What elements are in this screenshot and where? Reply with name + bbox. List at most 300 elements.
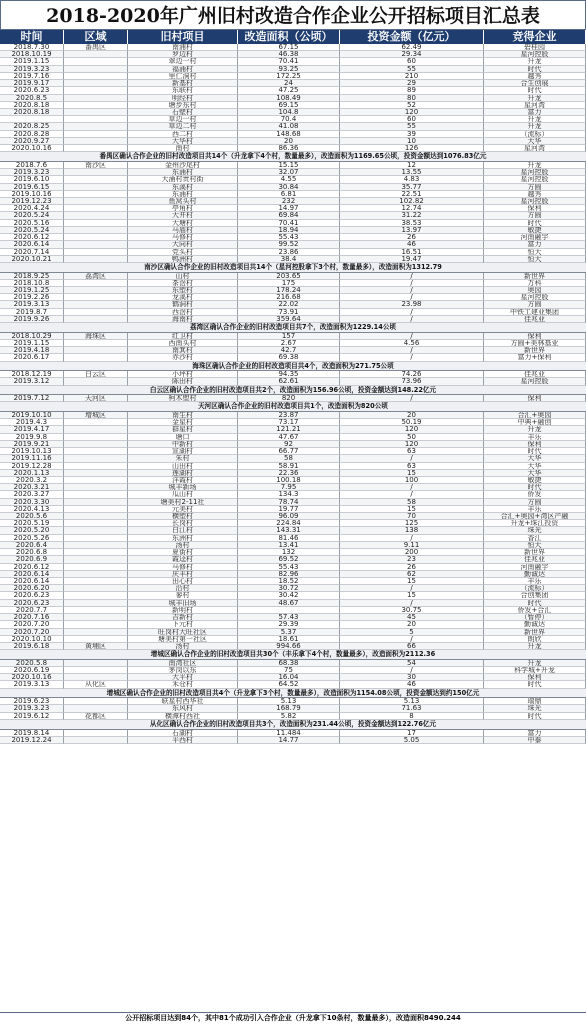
column-header-village-project: 旧村项目 bbox=[128, 30, 238, 44]
table-row bbox=[0, 169, 586, 176]
table-row bbox=[0, 66, 586, 73]
row-company-cell: 河南融宇 bbox=[484, 564, 586, 571]
table-row bbox=[0, 176, 586, 183]
row-district-cell bbox=[64, 191, 128, 198]
row-area-cell: 157 bbox=[238, 333, 340, 340]
row-company-cell: 科学城+升龙 bbox=[484, 667, 586, 674]
row-investment-cell: 46 bbox=[340, 681, 484, 688]
row-district-cell bbox=[64, 441, 128, 448]
row-district-cell bbox=[64, 585, 128, 592]
row-district-cell bbox=[64, 234, 128, 241]
row-company-cell: 保利 bbox=[484, 441, 586, 448]
row-village-cell: 陈田村 bbox=[128, 378, 238, 385]
table-row bbox=[0, 621, 586, 628]
row-village-cell: 小坪村 bbox=[128, 371, 238, 378]
row-time-cell: 2020.7.20 bbox=[0, 629, 64, 636]
row-investment-cell: 4.83 bbox=[340, 176, 484, 183]
row-village-cell: 夏街村 bbox=[128, 549, 238, 556]
row-village-cell: 西二村 bbox=[128, 131, 238, 138]
row-investment-cell: 62 bbox=[340, 571, 484, 578]
row-investment-cell: 66 bbox=[340, 643, 484, 650]
table-row bbox=[0, 395, 586, 402]
row-district-cell bbox=[64, 535, 128, 542]
row-village-cell: 南浦村 bbox=[128, 44, 238, 51]
row-area-cell: 7.95 bbox=[238, 484, 340, 491]
row-district-cell bbox=[64, 419, 128, 426]
district-summary: 增城区确认合作企业的旧村改造项目共4个（升龙拿下3个村，数量最多），改造面积为1154.08公顷，投资金额达到约150亿元 bbox=[0, 689, 586, 699]
row-district-cell bbox=[64, 138, 128, 145]
row-time-cell: 2019.8.14 bbox=[0, 730, 64, 737]
row-company-cell: 星河控股 bbox=[484, 198, 586, 205]
row-investment-cell: 15 bbox=[340, 578, 484, 585]
row-time-cell: 2019.4.3 bbox=[0, 419, 64, 426]
row-time-cell: 2020.5.26 bbox=[0, 535, 64, 542]
row-company-cell: 时代 bbox=[484, 448, 586, 455]
row-village-cell: 塘步东村 bbox=[128, 102, 238, 109]
row-area-cell: 23.87 bbox=[238, 412, 340, 419]
row-area-cell: 224.84 bbox=[238, 520, 340, 527]
row-investment-cell: / bbox=[340, 354, 484, 361]
district-summary: 荔湾区确认合作企业的旧村改造项目共7个，改造面积为1229.14公顷 bbox=[0, 323, 586, 333]
row-investment-cell: 15 bbox=[340, 592, 484, 599]
table-row bbox=[0, 371, 586, 378]
row-district-cell bbox=[64, 527, 128, 534]
row-village-cell: 塘口 bbox=[128, 434, 238, 441]
row-district-cell bbox=[64, 542, 128, 549]
row-area-cell: 81.46 bbox=[238, 535, 340, 542]
row-company-cell: 星河控股 bbox=[484, 378, 586, 385]
row-time-cell: 2019.6.10 bbox=[0, 176, 64, 183]
row-area-cell: 100.18 bbox=[238, 477, 340, 484]
row-village-cell: 新明村 bbox=[128, 607, 238, 614]
row-time-cell: 2020.3.21 bbox=[0, 484, 64, 491]
row-district-cell bbox=[64, 614, 128, 621]
table-row bbox=[0, 280, 586, 287]
row-village-cell: 城丰新场 bbox=[128, 484, 238, 491]
table-row bbox=[0, 730, 586, 737]
table-row bbox=[0, 535, 586, 542]
row-district-cell: 增城区 bbox=[64, 412, 128, 419]
row-time-cell: 2019.9.26 bbox=[0, 316, 64, 323]
row-district-cell bbox=[64, 241, 128, 248]
row-village-cell: 霞迳村 bbox=[128, 556, 238, 563]
row-company-cell: 河南融宇 bbox=[484, 234, 586, 241]
row-company-cell: 越秀 bbox=[484, 191, 586, 198]
row-time-cell: 2020.6.17 bbox=[0, 354, 64, 361]
district-summary: 海珠区确认合作企业的旧村改造项目共4个，改造面积为271.75公顷 bbox=[0, 362, 586, 372]
row-time-cell: 2019.1.15 bbox=[0, 340, 64, 347]
row-village-cell: 中新村 bbox=[128, 441, 238, 448]
row-district-cell bbox=[64, 571, 128, 578]
row-investment-cell: 60 bbox=[340, 116, 484, 123]
row-investment-cell: 50 bbox=[340, 434, 484, 441]
row-investment-cell: 13.55 bbox=[340, 169, 484, 176]
row-company-cell: 中铁工建业集团 bbox=[484, 309, 586, 316]
row-area-cell: 148.68 bbox=[238, 131, 340, 138]
row-district-cell bbox=[64, 294, 128, 301]
table-body bbox=[0, 44, 586, 744]
row-village-cell: 金州沙尾村 bbox=[128, 162, 238, 169]
row-village-cell: 草边二村 bbox=[128, 123, 238, 130]
row-investment-cell: 5 bbox=[340, 629, 484, 636]
row-village-cell: 田心村 bbox=[128, 578, 238, 585]
row-company-cell: 星河控股 bbox=[484, 294, 586, 301]
row-investment-cell: 23 bbox=[340, 556, 484, 563]
row-company-cell: 勤诚达 bbox=[484, 571, 586, 578]
row-district-cell bbox=[64, 354, 128, 361]
row-area-cell: 82.96 bbox=[238, 571, 340, 578]
row-company-cell: （暂停） bbox=[484, 614, 586, 621]
row-investment-cell: 13.97 bbox=[340, 227, 484, 234]
row-village-cell: 吉新村 bbox=[128, 614, 238, 621]
table-row bbox=[0, 564, 586, 571]
row-district-cell bbox=[64, 737, 128, 744]
row-company-cell: 升龙 bbox=[484, 95, 586, 102]
district-summary: 白云区确认合作企业的旧村改造项目共2个，改造面积为156.96公顷，投资金额达到148.22亿元 bbox=[0, 386, 586, 396]
row-area-cell: 96.09 bbox=[238, 513, 340, 520]
row-investment-cell: 62.49 bbox=[340, 44, 484, 51]
row-investment-cell: 50.19 bbox=[340, 419, 484, 426]
row-area-cell: 69.52 bbox=[238, 556, 340, 563]
row-company-cell: 新世界 bbox=[484, 273, 586, 280]
row-company-cell: 丰乐 bbox=[484, 578, 586, 585]
row-village-cell: 塘美村2-11社 bbox=[128, 499, 238, 506]
row-district-cell bbox=[64, 513, 128, 520]
row-investment-cell: 20 bbox=[340, 412, 484, 419]
row-investment-cell: 39 bbox=[340, 131, 484, 138]
row-district-cell bbox=[64, 578, 128, 585]
table-row bbox=[0, 674, 586, 681]
row-company-cell: （流标） bbox=[484, 585, 586, 592]
row-investment-cell: 15 bbox=[340, 470, 484, 477]
row-investment-cell: 89 bbox=[340, 87, 484, 94]
row-investment-cell: 73.96 bbox=[340, 378, 484, 385]
row-area-cell: 48.67 bbox=[238, 600, 340, 607]
row-time-cell: 2019.7.12 bbox=[0, 395, 64, 402]
row-district-cell bbox=[64, 698, 128, 705]
row-company-cell: 恒大 bbox=[484, 256, 586, 263]
row-company-cell: 富力 bbox=[484, 241, 586, 248]
row-time-cell: 2020.7.20 bbox=[0, 621, 64, 628]
row-area-cell: 66.77 bbox=[238, 448, 340, 455]
row-village-cell: 罗边村 bbox=[128, 51, 238, 58]
row-village-cell: 禾仓村 bbox=[128, 681, 238, 688]
table-row bbox=[0, 333, 586, 340]
row-area-cell bbox=[238, 607, 340, 614]
row-investment-cell: 4.56 bbox=[340, 340, 484, 347]
row-area-cell: 19.77 bbox=[238, 506, 340, 513]
row-district-cell bbox=[64, 249, 128, 256]
table-footer-summary: 公开招标项目达到84个，其中81个成功引入合作企业（升龙拿下10条村，数量最多），改造面积8490.244 bbox=[0, 1012, 586, 1024]
row-company-cell: 方圆 bbox=[484, 301, 586, 308]
row-area-cell: 62.61 bbox=[238, 378, 340, 385]
row-district-cell bbox=[64, 470, 128, 477]
row-time-cell: 2020.7.7 bbox=[0, 607, 64, 614]
row-village-cell: 庆丰村 bbox=[128, 571, 238, 578]
row-district-cell bbox=[64, 123, 128, 130]
table-row bbox=[0, 273, 586, 280]
row-company-cell: 新世界 bbox=[484, 347, 586, 354]
row-area-cell: 16.04 bbox=[238, 674, 340, 681]
row-time-cell: 2020.10.21 bbox=[0, 256, 64, 263]
row-investment-cell: / bbox=[340, 294, 484, 301]
table-row bbox=[0, 713, 586, 720]
row-village-cell: 大平村 bbox=[128, 674, 238, 681]
row-district-cell bbox=[64, 87, 128, 94]
row-village-cell: 瓜山村 bbox=[128, 491, 238, 498]
row-district-cell bbox=[64, 220, 128, 227]
row-company-cell: 时代 bbox=[484, 713, 586, 720]
table-row bbox=[0, 347, 586, 354]
table-row bbox=[0, 354, 586, 361]
row-time-cell: 2019.12.28 bbox=[0, 463, 64, 470]
row-investment-cell: 26 bbox=[340, 234, 484, 241]
row-investment-cell: 31.22 bbox=[340, 212, 484, 219]
row-area-cell: 994.66 bbox=[238, 643, 340, 650]
row-area-cell: 55.43 bbox=[238, 234, 340, 241]
row-company-cell: 越秀 bbox=[484, 73, 586, 80]
row-district-cell: 海珠区 bbox=[64, 333, 128, 340]
table-row bbox=[0, 205, 586, 212]
row-time-cell: 2020.8.25 bbox=[0, 123, 64, 130]
row-time-cell: 2019.3.13 bbox=[0, 681, 64, 688]
table-row bbox=[0, 441, 586, 448]
row-time-cell: 2019.3.12 bbox=[0, 378, 64, 385]
row-village-cell: 草边一村 bbox=[128, 116, 238, 123]
row-village-cell: 汤村 bbox=[128, 643, 238, 650]
row-time-cell: 2019.10.10 bbox=[0, 412, 64, 419]
row-district-cell bbox=[64, 730, 128, 737]
row-village-cell: 东溪村 bbox=[128, 184, 238, 191]
row-time-cell: 2020.7.14 bbox=[0, 249, 64, 256]
row-area-cell: 67.15 bbox=[238, 44, 340, 51]
row-company-cell: 合汇+奥园 bbox=[484, 412, 586, 419]
row-time-cell: 2020.8.5 bbox=[0, 95, 64, 102]
row-time-cell: 2019.2.26 bbox=[0, 294, 64, 301]
table-row bbox=[0, 463, 586, 470]
table-row bbox=[0, 434, 586, 441]
row-area-cell: 42.7 bbox=[238, 347, 340, 354]
row-village-cell: 鹤洞村 bbox=[128, 301, 238, 308]
row-district-cell bbox=[64, 491, 128, 498]
row-time-cell: 2019.6.15 bbox=[0, 184, 64, 191]
row-area-cell: 32.07 bbox=[238, 169, 340, 176]
row-company-cell: 时代 bbox=[484, 66, 586, 73]
row-time-cell: 2020.6.9 bbox=[0, 556, 64, 563]
row-area-cell: 5.37 bbox=[238, 629, 340, 636]
district-summary: 天河区确认合作企业的旧村改造项目共1个，改造面积为820公顷 bbox=[0, 402, 586, 412]
row-company-cell: 恒大 bbox=[484, 249, 586, 256]
row-time-cell: 2020.6.14 bbox=[0, 578, 64, 585]
table-row bbox=[0, 499, 586, 506]
table-row bbox=[0, 592, 586, 599]
table-row bbox=[0, 571, 586, 578]
table-row bbox=[0, 294, 586, 301]
row-village-cell: 莲湖村 bbox=[128, 470, 238, 477]
row-investment-cell: / bbox=[340, 395, 484, 402]
row-district-cell bbox=[64, 176, 128, 183]
table-row bbox=[0, 698, 586, 705]
row-village-cell: 鱼窝头村 bbox=[128, 198, 238, 205]
table-row bbox=[0, 506, 586, 513]
row-district-cell bbox=[64, 340, 128, 347]
row-time-cell: 2020.6.23 bbox=[0, 600, 64, 607]
table-row bbox=[0, 227, 586, 234]
table-row bbox=[0, 643, 586, 650]
row-area-cell: 58.91 bbox=[238, 463, 340, 470]
row-investment-cell: 16.51 bbox=[340, 249, 484, 256]
row-time-cell: 2020.6.4 bbox=[0, 542, 64, 549]
row-district-cell bbox=[64, 51, 128, 58]
row-area-cell: 70.41 bbox=[238, 220, 340, 227]
row-village-cell: 汤村 bbox=[128, 542, 238, 549]
row-district-cell bbox=[64, 256, 128, 263]
row-time-cell: 2019.3.23 bbox=[0, 705, 64, 712]
row-company-cell: 佳兆业 bbox=[484, 556, 586, 563]
row-district-cell bbox=[64, 95, 128, 102]
row-district-cell bbox=[64, 607, 128, 614]
row-company-cell: 新世界 bbox=[484, 549, 586, 556]
row-investment-cell: 35.77 bbox=[340, 184, 484, 191]
table-row bbox=[0, 44, 586, 51]
row-time-cell: 2020.8.28 bbox=[0, 131, 64, 138]
column-header-investment: 投资金额（亿元） bbox=[340, 30, 484, 44]
row-village-cell: 茶滘村 bbox=[128, 280, 238, 287]
row-investment-cell: 120 bbox=[340, 426, 484, 433]
row-district-cell bbox=[64, 145, 128, 152]
row-village-cell: 朱村 bbox=[128, 455, 238, 462]
row-investment-cell: 200 bbox=[340, 549, 484, 556]
row-district-cell bbox=[64, 58, 128, 65]
row-investment-cell: 29.34 bbox=[340, 51, 484, 58]
row-area-cell: 143.31 bbox=[238, 527, 340, 534]
row-time-cell: 2020.6.14 bbox=[0, 571, 64, 578]
row-investment-cell: 120 bbox=[340, 109, 484, 116]
row-area-cell: 359.64 bbox=[238, 316, 340, 323]
row-time-cell: 2018.10.8 bbox=[0, 280, 64, 287]
table-row bbox=[0, 491, 586, 498]
row-area-cell: 18.94 bbox=[238, 227, 340, 234]
row-company-cell: 佳兆业 bbox=[484, 371, 586, 378]
row-village-cell: 山田村 bbox=[128, 463, 238, 470]
row-investment-cell: 29 bbox=[340, 80, 484, 87]
table-row bbox=[0, 123, 586, 130]
row-district-cell: 荔湾区 bbox=[64, 273, 128, 280]
row-company-cell: 恒大 bbox=[484, 542, 586, 549]
row-investment-cell: 55 bbox=[340, 66, 484, 73]
row-village-cell: 横潭村西社 bbox=[128, 713, 238, 720]
row-time-cell: 2020.6.23 bbox=[0, 87, 64, 94]
row-investment-cell: 30.75 bbox=[340, 607, 484, 614]
row-district-cell bbox=[64, 592, 128, 599]
row-time-cell: 2018.7.30 bbox=[0, 44, 64, 51]
table-row bbox=[0, 636, 586, 643]
row-company-cell: 时代 bbox=[484, 220, 586, 227]
row-company-cell: 合生创展 bbox=[484, 80, 586, 87]
row-time-cell: 2019.4.18 bbox=[0, 347, 64, 354]
row-area-cell: 30.42 bbox=[238, 592, 340, 599]
row-company-cell: 奥园 bbox=[484, 287, 586, 294]
column-header-area: 改造面积（公顷） bbox=[238, 30, 340, 44]
table-row bbox=[0, 340, 586, 347]
row-time-cell bbox=[0, 116, 64, 123]
table-row bbox=[0, 378, 586, 385]
row-village-cell: 山村 bbox=[128, 273, 238, 280]
row-village-cell: 南箕村 bbox=[128, 347, 238, 354]
row-district-cell bbox=[64, 316, 128, 323]
row-district-cell bbox=[64, 198, 128, 205]
row-investment-cell: 74.26 bbox=[340, 371, 484, 378]
row-district-cell bbox=[64, 116, 128, 123]
table-row bbox=[0, 256, 586, 263]
row-village-cell: 党头村 bbox=[128, 249, 238, 256]
row-village-cell: 南生村 bbox=[128, 412, 238, 419]
row-time-cell: 2020.1.13 bbox=[0, 470, 64, 477]
row-investment-cell: / bbox=[340, 316, 484, 323]
row-investment-cell: 10 bbox=[340, 138, 484, 145]
row-investment-cell: / bbox=[340, 309, 484, 316]
row-district-cell bbox=[64, 109, 128, 116]
row-company-cell: 时代 bbox=[484, 681, 586, 688]
row-village-cell: 横塱村 bbox=[128, 513, 238, 520]
table-row bbox=[0, 607, 586, 614]
row-investment-cell: / bbox=[340, 667, 484, 674]
row-district-cell bbox=[64, 212, 128, 219]
table-row bbox=[0, 138, 586, 145]
row-time-cell: 2020.5.24 bbox=[0, 212, 64, 219]
row-area-cell: 47.25 bbox=[238, 87, 340, 94]
row-time-cell: 2020.4.13 bbox=[0, 506, 64, 513]
row-area-cell: 18.52 bbox=[238, 578, 340, 585]
row-district-cell bbox=[64, 660, 128, 667]
district-summary: 南沙区确认合作企业的旧村改造项目共14个（星河控股拿下3个村，数量最多），改造面积为1312.79 bbox=[0, 263, 586, 273]
row-area-cell: 132 bbox=[238, 549, 340, 556]
row-district-cell bbox=[64, 463, 128, 470]
row-village-cell: 明经村 bbox=[128, 95, 238, 102]
row-area-cell: 75 bbox=[238, 667, 340, 674]
row-area-cell: 175 bbox=[238, 280, 340, 287]
row-village-cell: 长岗村 bbox=[128, 520, 238, 527]
table-row bbox=[0, 600, 586, 607]
row-company-cell: 升龙 bbox=[484, 123, 586, 130]
row-investment-cell: / bbox=[340, 280, 484, 287]
row-village-cell: 群星村 bbox=[128, 426, 238, 433]
table-row bbox=[0, 455, 586, 462]
row-investment-cell: 5.13 bbox=[340, 698, 484, 705]
table-row bbox=[0, 162, 586, 169]
row-area-cell: 30.84 bbox=[238, 184, 340, 191]
row-company-cell: 星河湾 bbox=[484, 145, 586, 152]
row-company-cell: 朗欣 bbox=[484, 636, 586, 643]
table-row bbox=[0, 520, 586, 527]
row-investment-cell: 23.98 bbox=[340, 301, 484, 308]
row-area-cell: 6.81 bbox=[238, 191, 340, 198]
row-district-cell bbox=[64, 600, 128, 607]
row-investment-cell: 125 bbox=[340, 520, 484, 527]
table-row bbox=[0, 87, 586, 94]
row-village-cell: 赤沙村 bbox=[128, 354, 238, 361]
row-district-cell bbox=[64, 227, 128, 234]
row-company-cell: 大华 bbox=[484, 455, 586, 462]
table-row bbox=[0, 58, 586, 65]
row-area-cell: 47.67 bbox=[238, 434, 340, 441]
row-area-cell: 13.41 bbox=[238, 542, 340, 549]
row-time-cell: 2019.3.13 bbox=[0, 301, 64, 308]
row-village-cell: 马庙村 bbox=[128, 227, 238, 234]
table-row bbox=[0, 234, 586, 241]
row-village-cell: 东涌村 bbox=[128, 169, 238, 176]
row-investment-cell: 20 bbox=[340, 621, 484, 628]
